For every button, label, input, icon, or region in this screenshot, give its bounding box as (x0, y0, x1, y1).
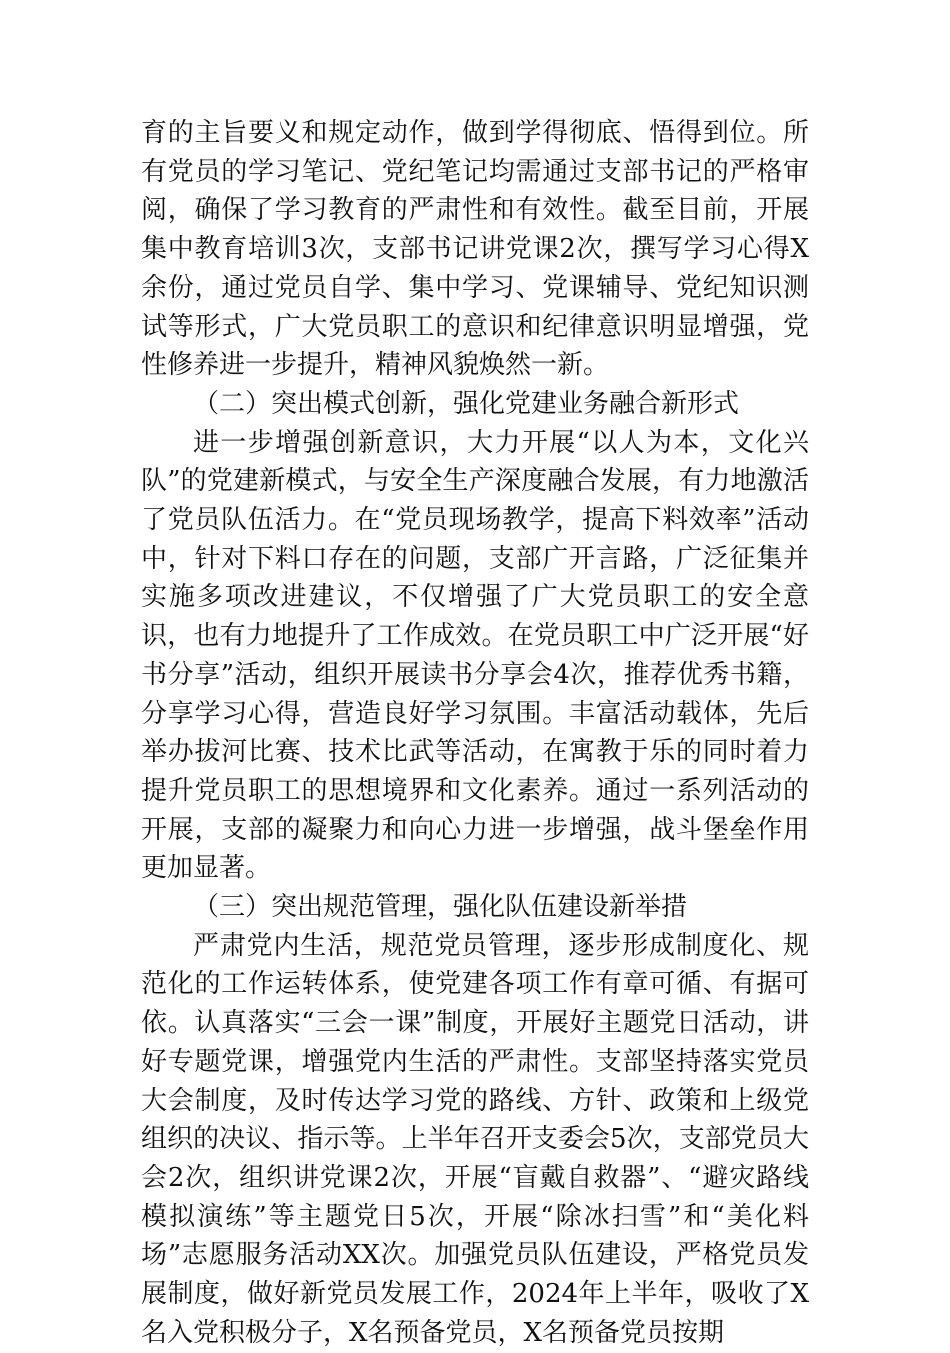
body-paragraph-3: 严肃党内生活，规范党员管理，逐步形成制度化、规范化的工作运转体系，使党建各项工作有章可循、有据可依。认真落实“三会一课”制度，开展好主题党日活动，讲好专题党课，增强党内生活的严肃性。支部坚持落实党员大会制度，及时传达学习党的路线、方针、政策和上级党组织的决议、指示等。上半年召开支委会5次，支部党员大会2次，组织讲党课2次，开展“盲戴自救器”、“避灾路线模拟演练”等主题党日5次，开展“除冰扫雪”和“美化料场”志愿服务活动XX次。加强党员队伍建设，严格党员发展制度，做好新党员发展工作，2024年上半年，吸收了X名入党积极分子，X名预备党员，X名预备党员按期 (141, 930, 809, 1348)
section-heading-3: （三）突出规范管理，强化队伍建设新举措 (193, 892, 688, 923)
section-heading-2: （二）突出模式创新，强化党建业务融合新形式 (193, 388, 740, 419)
body-paragraph-2: 进一步增强创新意识，大力开展“以人为本，文化兴队”的党建新模式，与安全生产深度融合发展，有力地激活了党员队伍活力。在“党员现场教学，提高下料效率”活动中，针对下料口存在的问题，支部广开言路，广泛征集并实施多项改进建议，不仅增强了广大党员职工的安全意识，也有力地提升了工作成效。在党员职工中广泛开展“好书分享”活动，组织开展读书分享会4次，推荐优秀书籍，分享学习心得，营造良好学习氛围。丰富活动载体，先后举办拔河比赛、技术比武等活动，在寓教于乐的同时着力提升党员职工的思想境界和文化素养。通过一系列活动的开展，支部的凝聚力和向心力进一步增强，战斗堡垒作用更加显著。 (141, 427, 809, 884)
body-paragraph-continued: 育的主旨要义和规定动作，做到学得彻底、悟得到位。所有党员的学习笔记、党纪笔记均需通过支部书记的严格审阅，确保了学习教育的严肃性和有效性。截至目前，开展集中教育培训3次，支部书记讲党课2次，撰写学习心得X余份，通过党员自学、集中学习、党课辅导、党纪知识测试等形式，广大党员职工的意识和纪律意识明显增强，党性修养进一步提升，精神风貌焕然一新。 (141, 118, 809, 381)
document-body (141, 114, 809, 1353)
